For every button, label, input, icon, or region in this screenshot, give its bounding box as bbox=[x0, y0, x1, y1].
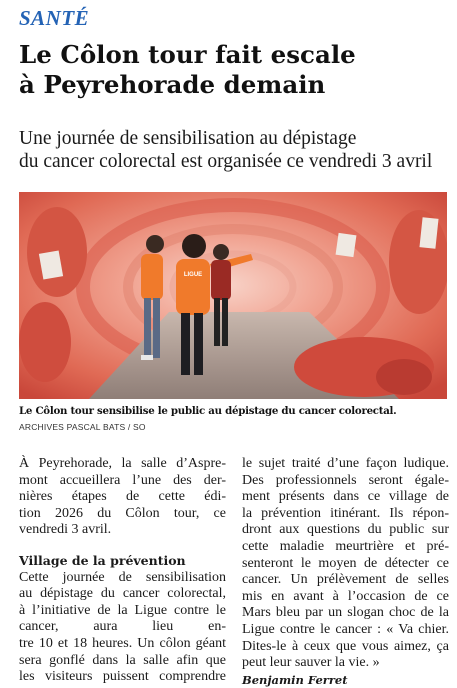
author-signature: Benjamin Ferret bbox=[242, 672, 348, 687]
article-column-1 bbox=[19, 456, 226, 686]
vest-logo: LIGUE bbox=[183, 272, 203, 278]
body-line: peut leur sauver la vie. » bbox=[242, 655, 380, 671]
article-photo bbox=[19, 192, 447, 399]
body-line: le sujet traité d’une façon ludique. bbox=[242, 456, 449, 471]
body-line: Dites-le à ceux que vous aimez, ça bbox=[242, 638, 449, 654]
body-line: nières étapes de cette édi- bbox=[19, 489, 226, 505]
body-line: cancer. Un prélèvement de selles bbox=[242, 572, 449, 588]
body-line: au dépistage du cancer colorectal, bbox=[19, 586, 226, 602]
standfirst-line: du cancer colorectal est organisée ce vendredi 3 avril bbox=[19, 151, 433, 172]
body-line: tre 10 et 18 heures. Un côlon géant bbox=[19, 635, 226, 651]
body-line: mis en avant à l’occasion de ce bbox=[242, 588, 449, 604]
body-line: vendredi 3 avril. bbox=[19, 522, 112, 538]
headline bbox=[19, 40, 449, 100]
body-line: Des professionnels seront égale- bbox=[242, 472, 449, 488]
body-line: À Peyrehorade, la salle d’Aspre- bbox=[19, 456, 226, 471]
headline-line: à Peyrehorade demain bbox=[19, 70, 326, 99]
body-line: tion 2026 du Côlon tour, ce bbox=[19, 505, 226, 521]
photo-credit: ARCHIVES PASCAL BATS / SO bbox=[19, 422, 146, 432]
body-line: à l’initiative de la Ligue contre le bbox=[19, 602, 226, 618]
body-line: la prévention itinérant. Ils répon- bbox=[242, 505, 449, 521]
body-line: Ligue contre le cancer : « Va chier. bbox=[242, 621, 449, 637]
subheading: Village de la prévention bbox=[19, 552, 186, 568]
body-line: sera gonflé dans la salle afin que bbox=[19, 652, 226, 668]
body-line: ment présents dans ce village de bbox=[242, 489, 449, 505]
article-column-2 bbox=[242, 456, 449, 688]
body-line: les visiteurs puissent comprendre bbox=[19, 669, 226, 685]
giant-colon-photo bbox=[19, 192, 447, 399]
paragraph-gap bbox=[19, 539, 226, 553]
section-rubric: SANTÉ bbox=[19, 6, 90, 30]
body-line: senteront le moyen de détecter ce bbox=[242, 555, 449, 571]
body-line: dront aux questions du public sur bbox=[242, 522, 449, 538]
body-line: cancer, aura lieu en- bbox=[19, 619, 226, 635]
standfirst-line: Une journée de sensibilisation au dépistage bbox=[19, 128, 357, 149]
body-line: mont accueillera l’une des der- bbox=[19, 472, 226, 488]
body-line: Cette journée de sensibilisation bbox=[19, 569, 226, 585]
body-line: cette maladie meurtrière et pré- bbox=[242, 538, 449, 554]
photo-caption: Le Côlon tour sensibilise le public au dépistage du cancer colorectal. bbox=[19, 405, 397, 417]
standfirst bbox=[19, 127, 449, 173]
body-line: Mars bleu par un slogan choc de la bbox=[242, 605, 449, 621]
headline-line: Le Côlon tour fait escale bbox=[19, 40, 356, 69]
